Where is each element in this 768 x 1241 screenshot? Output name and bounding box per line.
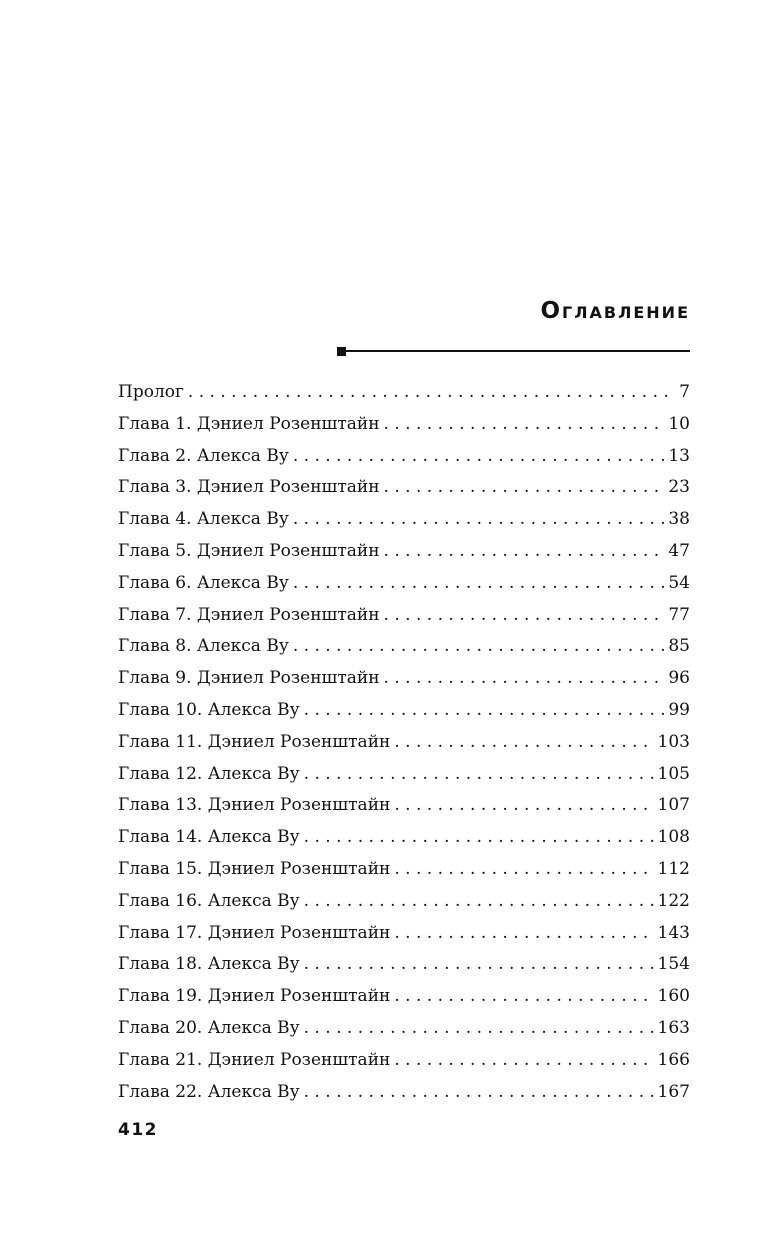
dot-leader [384, 536, 665, 568]
dot-leader [394, 1045, 653, 1077]
toc-entry [118, 918, 690, 950]
toc-entry [118, 854, 690, 886]
toc-entry [118, 695, 690, 727]
toc-entry-page: 7 [679, 382, 690, 402]
toc-entry-title: Глава 15. Дэниел Розенштайн [118, 858, 391, 879]
toc-entry [118, 1077, 690, 1109]
toc-entry [118, 949, 690, 981]
dot-leader [304, 886, 654, 918]
toc-entry-title: Глава 10. Алекса Ву [118, 699, 300, 720]
toc-entry [118, 727, 690, 759]
dot-leader [394, 727, 653, 759]
toc-entry-page: 85 [668, 636, 690, 657]
toc-entry-page: 77 [668, 604, 690, 625]
toc-entry [118, 631, 690, 663]
dot-leader [384, 409, 665, 441]
toc-entry-title: Глава 8. Алекса Ву [118, 636, 289, 657]
toc-entry-title: Глава 21. Дэниел Розенштайн [118, 1049, 391, 1070]
toc-entry-page: 54 [668, 572, 690, 593]
dot-leader [304, 695, 665, 727]
heading-rule [344, 350, 690, 352]
dot-leader [394, 918, 653, 950]
toc-entry-page: 166 [657, 1049, 690, 1070]
toc-entry-title: Глава 3. Дэниел Розенштайн [118, 477, 380, 498]
table-of-contents [118, 377, 690, 1108]
toc-entry-page: 108 [657, 827, 690, 848]
toc-entry [118, 759, 690, 791]
toc-entry-page: 103 [657, 731, 690, 752]
dot-leader [293, 631, 665, 663]
toc-entry-title: Глава 6. Алекса Ву [118, 572, 289, 593]
toc-entry-title: Глава 9. Дэниел Розенштайн [118, 668, 380, 689]
toc-entry [118, 536, 690, 568]
toc-entry-page: 167 [657, 1081, 690, 1102]
toc-entry-title: Глава 20. Алекса Ву [118, 1017, 300, 1038]
toc-entry-page: 47 [668, 540, 690, 561]
toc-entry-title: Глава 4. Алекса Ву [118, 509, 289, 530]
toc-entry-page: 154 [657, 954, 690, 975]
toc-entry-title: Глава 13. Дэниел Розенштайн [118, 795, 391, 816]
toc-entry-page: 13 [668, 445, 690, 466]
toc-entry-title: Глава 5. Дэниел Розенштайн [118, 540, 380, 561]
dot-leader [293, 441, 665, 473]
toc-entry [118, 886, 690, 918]
toc-entry [118, 377, 690, 409]
dot-leader [384, 472, 665, 504]
toc-entry-title: Глава 7. Дэниел Розенштайн [118, 604, 380, 625]
toc-entry-title: Глава 19. Дэниел Розенштайн [118, 986, 391, 1007]
toc-entry-page: 99 [668, 699, 690, 720]
dot-leader [188, 377, 675, 409]
toc-entry [118, 504, 690, 536]
dot-leader [384, 663, 665, 695]
toc-entry-title: Глава 11. Дэниел Розенштайн [118, 731, 391, 752]
dot-leader [394, 790, 653, 822]
toc-entry-page: 160 [657, 986, 690, 1007]
toc-entry-title: Пролог [118, 382, 184, 402]
toc-entry-title: Глава 18. Алекса Ву [118, 954, 300, 975]
dot-leader [304, 759, 654, 791]
toc-entry-page: 23 [668, 477, 690, 498]
dot-leader [304, 1013, 654, 1045]
dot-leader [293, 504, 665, 536]
toc-entry-title: Глава 22. Алекса Ву [118, 1081, 300, 1102]
toc-entry-page: 10 [668, 413, 690, 434]
dot-leader [384, 600, 665, 632]
toc-entry-page: 107 [657, 795, 690, 816]
toc-entry-title: Глава 2. Алекса Ву [118, 445, 289, 466]
toc-entry-title: Глава 16. Алекса Ву [118, 890, 300, 911]
dot-leader [304, 1077, 654, 1109]
toc-entry [118, 790, 690, 822]
toc-entry-page: 143 [657, 922, 690, 943]
toc-entry [118, 1013, 690, 1045]
toc-entry [118, 981, 690, 1013]
page-number: 412 [118, 1120, 158, 1140]
toc-entry-page: 38 [668, 509, 690, 530]
page-title: Оглавление [540, 298, 690, 324]
toc-entry [118, 409, 690, 441]
toc-entry-page: 96 [668, 668, 690, 689]
toc-entry [118, 600, 690, 632]
toc-entry [118, 663, 690, 695]
toc-entry-title: Глава 14. Алекса Ву [118, 827, 300, 848]
toc-entry-page: 122 [657, 890, 690, 911]
toc-entry-title: Глава 17. Дэниел Розенштайн [118, 922, 391, 943]
dot-leader [394, 854, 653, 886]
toc-entry [118, 441, 690, 473]
toc-entry-title: Глава 1. Дэниел Розенштайн [118, 413, 380, 434]
toc-entry [118, 822, 690, 854]
dot-leader [293, 568, 665, 600]
toc-entry [118, 472, 690, 504]
toc-entry-title: Глава 12. Алекса Ву [118, 763, 300, 784]
toc-entry-page: 105 [657, 763, 690, 784]
dot-leader [304, 949, 654, 981]
toc-entry-page: 163 [657, 1017, 690, 1038]
toc-entry [118, 568, 690, 600]
toc-entry [118, 1045, 690, 1077]
toc-entry-page: 112 [657, 858, 690, 879]
dot-leader [394, 981, 653, 1013]
dot-leader [304, 822, 654, 854]
